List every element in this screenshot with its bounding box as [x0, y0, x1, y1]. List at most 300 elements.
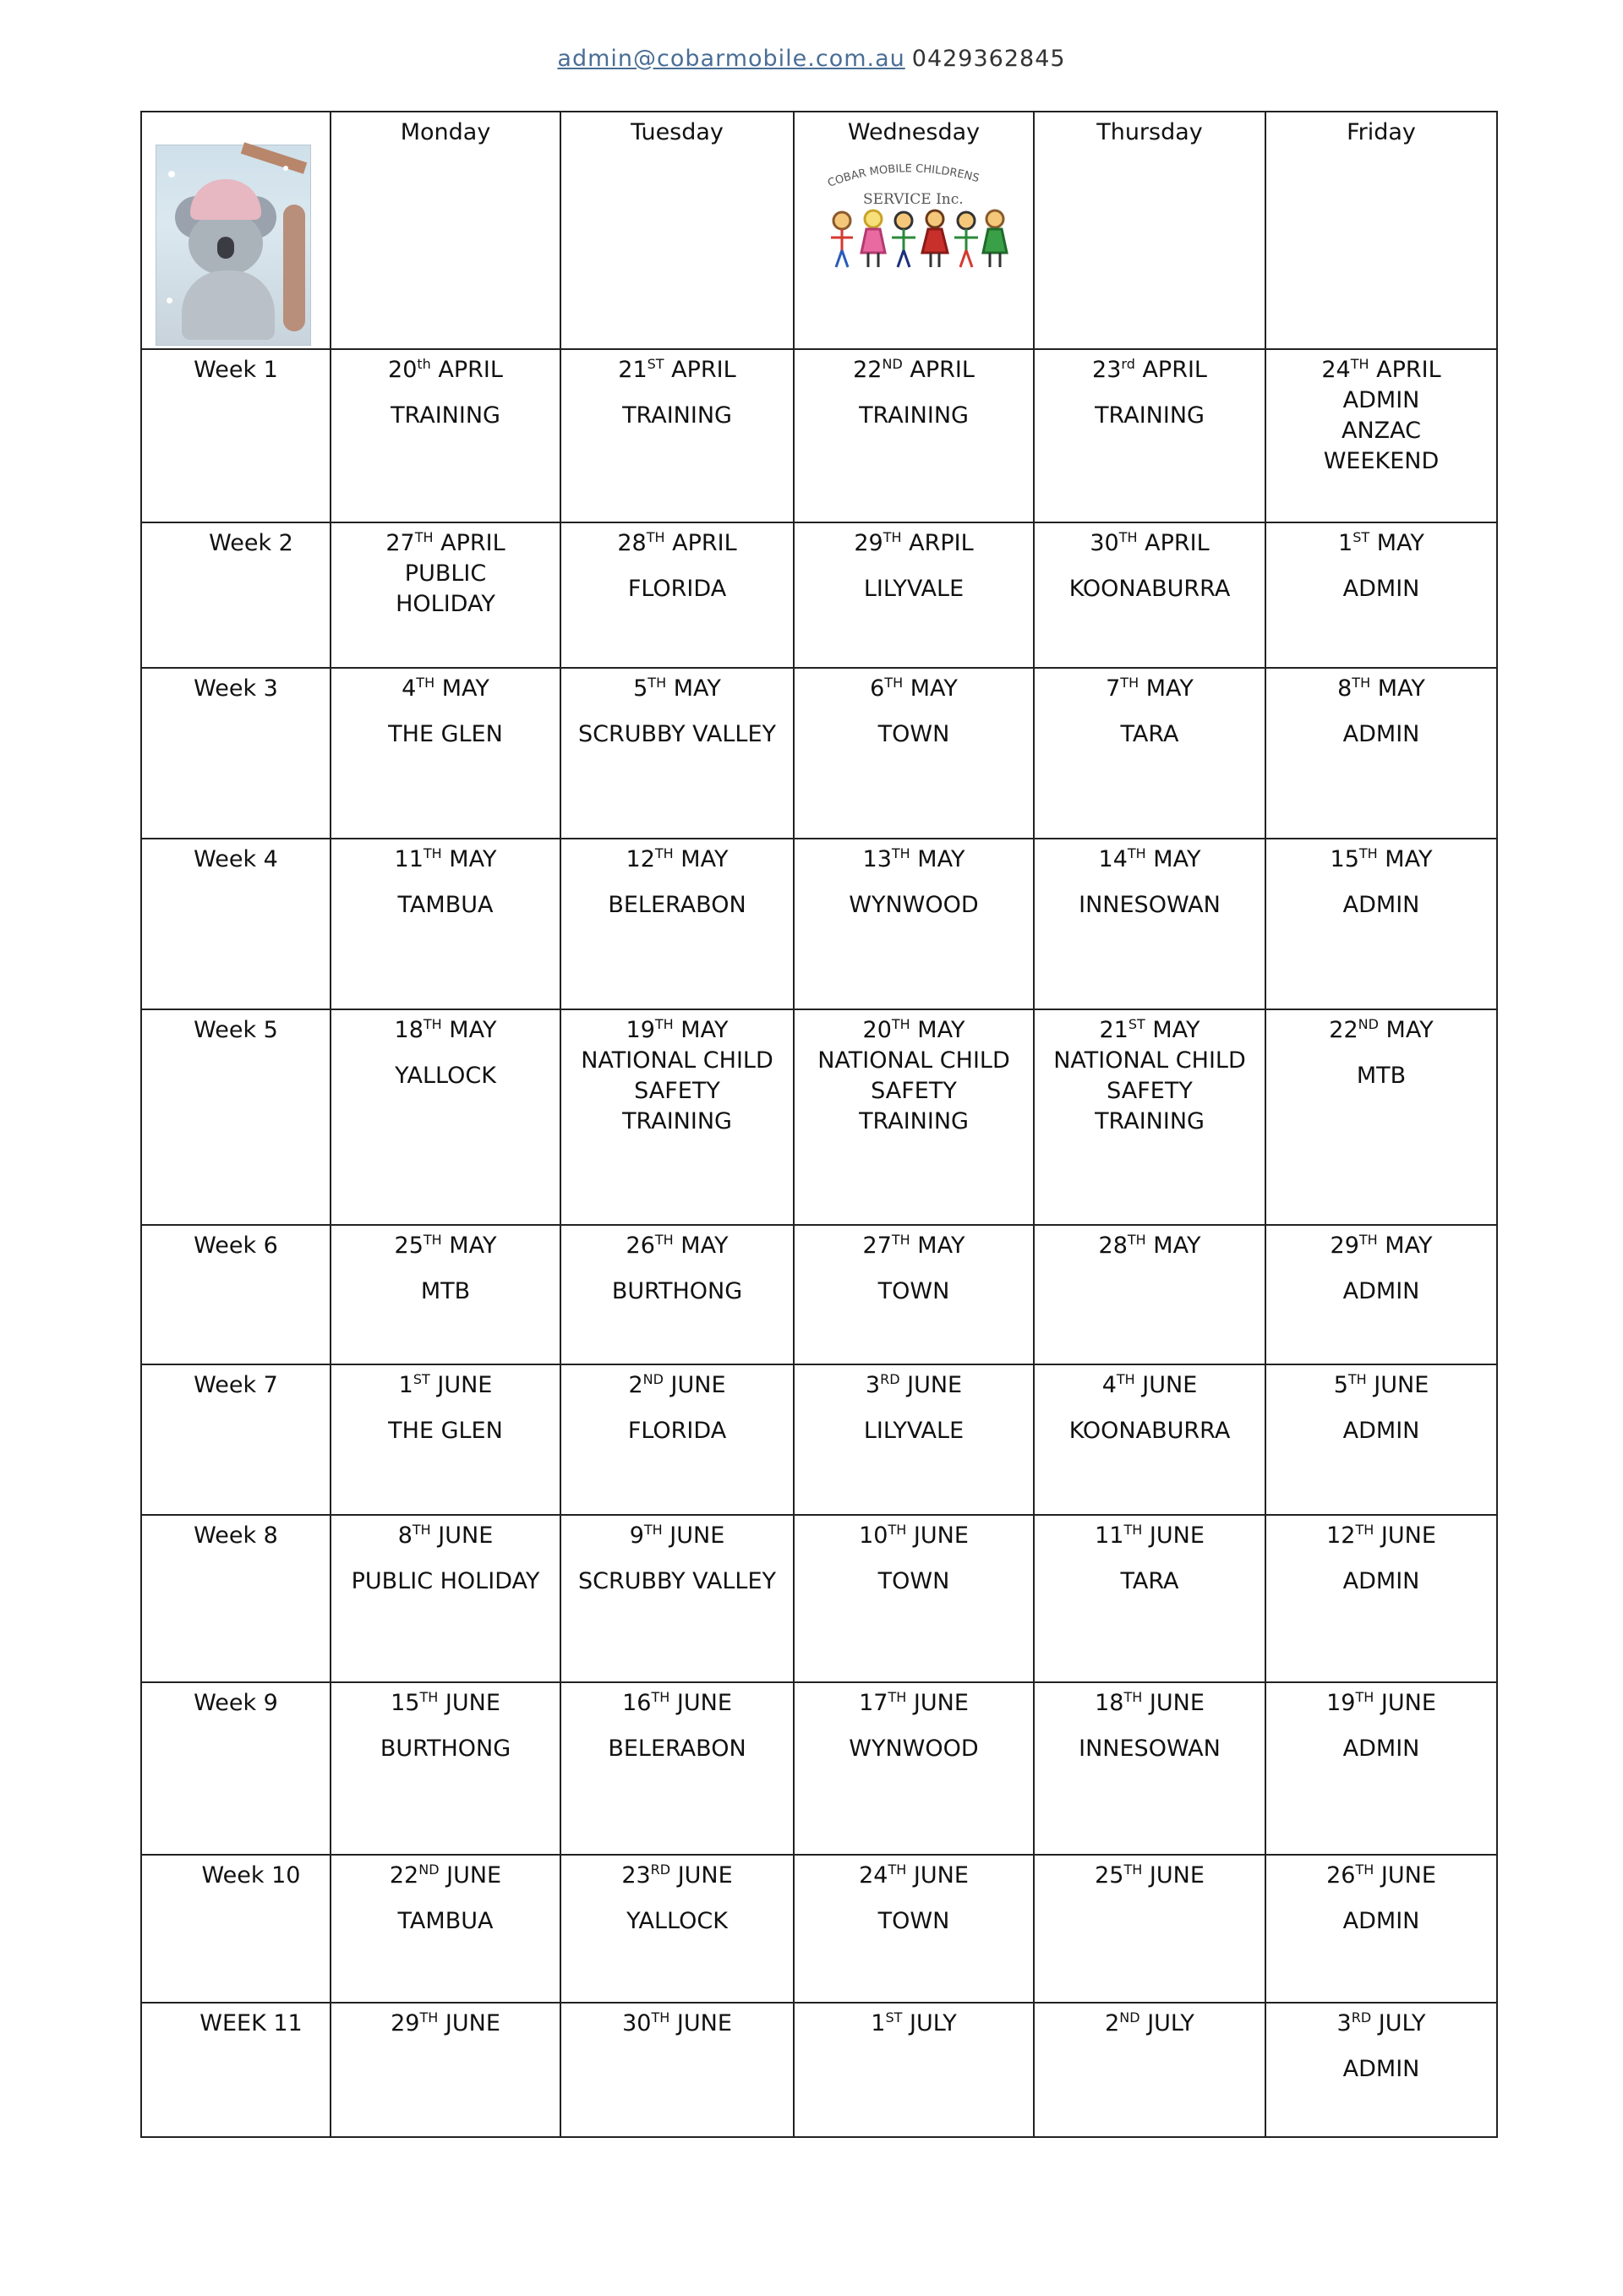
- week-row: [141, 1364, 1497, 1515]
- schedule-cell-friday: [1265, 1515, 1497, 1682]
- cell-date: [335, 2009, 556, 2039]
- date-month: MAY: [673, 675, 721, 702]
- date-number: 29: [1330, 1233, 1359, 1259]
- date-ordinal: TH: [419, 2009, 439, 2025]
- week-label: Week 1: [141, 349, 331, 522]
- cell-date: [1038, 355, 1261, 385]
- activity-text: NATIONAL CHILD: [581, 1047, 773, 1074]
- date-ordinal: TH: [423, 1232, 442, 1248]
- date-number: 20: [862, 1017, 892, 1043]
- date-month: JUNE: [1142, 1372, 1198, 1398]
- date-number: 14: [1098, 846, 1128, 872]
- date-ordinal: TH: [1355, 1522, 1374, 1538]
- schedule-cell-wednesday: [794, 1855, 1034, 2003]
- date-number: 3: [865, 1372, 881, 1398]
- activity-text: BURTHONG: [380, 1736, 511, 1762]
- date-month: JUNE: [913, 1690, 969, 1716]
- date-number: 30: [622, 2010, 652, 2036]
- date-number: 1: [398, 1372, 413, 1398]
- activity-text: WEEKEND: [1323, 448, 1440, 474]
- date-number: 30: [1090, 530, 1119, 556]
- date-month: JUNE: [437, 1372, 493, 1398]
- schedule-cell-tuesday: [560, 349, 794, 522]
- date-month: JUNE: [445, 2010, 500, 2036]
- date-number: 11: [394, 846, 424, 872]
- date-month: JUNE: [1149, 1690, 1205, 1716]
- activity-text: TRAINING: [622, 1108, 732, 1134]
- cell-date: [1270, 528, 1493, 559]
- cell-date: [1270, 2009, 1493, 2039]
- koala-illustration: [156, 145, 311, 346]
- week-label: WEEK 11: [141, 2003, 331, 2137]
- date-ordinal: TH: [423, 1016, 442, 1032]
- schedule-cell-thursday: [1034, 522, 1265, 668]
- date-month: JUNE: [1380, 1690, 1436, 1716]
- date-ordinal: ST: [1352, 529, 1370, 545]
- activity-text: MTB: [1356, 1063, 1407, 1089]
- date-month: APRIL: [910, 357, 975, 383]
- cell-date: [798, 528, 1030, 559]
- cell-date: [798, 1370, 1030, 1401]
- week-row: [141, 1225, 1497, 1364]
- week-label: Week 3: [141, 668, 331, 839]
- cell-date: [1038, 2009, 1261, 2039]
- week-row: [141, 1855, 1497, 2003]
- cell-date: [798, 2009, 1030, 2039]
- cell-date: [1270, 1521, 1493, 1551]
- schedule-cell-monday: [331, 1009, 560, 1225]
- service-logo-line1: COBAR MOBILE CHILDRENS: [826, 162, 981, 190]
- schedule-cell-wednesday: [794, 1225, 1034, 1364]
- date-ordinal: ST: [885, 2009, 903, 2025]
- date-ordinal: rd: [1121, 356, 1135, 372]
- date-ordinal: TH: [414, 529, 434, 545]
- date-ordinal: TH: [884, 675, 904, 691]
- schedule-cell-tuesday: [560, 1515, 794, 1682]
- date-month: JUNE: [1149, 1522, 1205, 1549]
- activity-text: TOWN: [877, 721, 950, 747]
- date-ordinal: ND: [1358, 1016, 1379, 1032]
- date-ordinal: ND: [642, 1371, 664, 1387]
- activity-text: LILYVALE: [863, 576, 965, 602]
- date-number: 5: [1333, 1372, 1348, 1398]
- schedule-cell-wednesday: [794, 1364, 1034, 1515]
- schedule-cell-monday: [331, 2003, 560, 2137]
- activity-text: ADMIN: [1342, 1418, 1420, 1444]
- date-month: MAY: [441, 675, 489, 702]
- schedule-cell-thursday: [1034, 1855, 1265, 2003]
- date-number: 26: [1326, 1862, 1356, 1889]
- cell-date: [565, 2009, 790, 2039]
- cell-date: [1270, 1688, 1493, 1719]
- service-logo: [812, 153, 1015, 280]
- cell-date: [335, 355, 556, 385]
- date-number: 4: [1101, 1372, 1117, 1398]
- activity-text: SAFETY: [871, 1078, 957, 1104]
- date-number: 8: [1337, 675, 1352, 702]
- date-number: 28: [617, 530, 647, 556]
- activity-text: ADMIN: [1342, 892, 1420, 918]
- activity-text: TRAINING: [1095, 402, 1205, 429]
- activity-text: WYNWOOD: [849, 1736, 979, 1762]
- date-ordinal: ND: [418, 1861, 440, 1878]
- activity-text: YALLOCK: [626, 1908, 728, 1934]
- date-number: 12: [1326, 1522, 1356, 1549]
- date-month: JUNE: [907, 1372, 963, 1398]
- activity-text: TRAINING: [1095, 1108, 1205, 1134]
- date-month: MAY: [449, 1233, 497, 1259]
- date-month: JUNE: [1380, 1862, 1436, 1889]
- date-ordinal: TH: [1123, 1522, 1143, 1538]
- activity-text: TOWN: [877, 1278, 950, 1304]
- date-ordinal: TH: [646, 529, 665, 545]
- cell-date: [798, 845, 1030, 875]
- cell-date: [335, 1688, 556, 1719]
- date-month: MAY: [1376, 530, 1424, 556]
- date-ordinal: TH: [891, 1232, 910, 1248]
- schedule-cell-thursday: [1034, 1515, 1265, 1682]
- koala-image-cell: [141, 112, 331, 349]
- activity-text: INNESOWAN: [1079, 892, 1221, 918]
- week-row: [141, 668, 1497, 839]
- date-number: 1: [871, 2010, 886, 2036]
- activity-text: BELERABON: [608, 1736, 746, 1762]
- activity-text: TARA: [1120, 721, 1179, 747]
- date-month: MAY: [1377, 675, 1425, 702]
- date-month: MAY: [449, 1017, 497, 1043]
- activity-text: ANZAC: [1341, 418, 1421, 444]
- date-number: 2: [628, 1372, 643, 1398]
- date-number: 24: [859, 1862, 888, 1889]
- date-month: MAY: [1145, 675, 1194, 702]
- cell-date: [1038, 1015, 1261, 1046]
- activity-text: HOLIDAY: [396, 591, 495, 617]
- schedule-cell-tuesday: [560, 1855, 794, 2003]
- activity-text: PUBLIC HOLIDAY: [351, 1568, 540, 1594]
- date-ordinal: TH: [1116, 1371, 1135, 1387]
- schedule-cell-monday: [331, 349, 560, 522]
- date-month: JUNE: [438, 1522, 494, 1549]
- week-label: Week 2: [141, 522, 331, 668]
- schedule-cell-wednesday: [794, 1682, 1034, 1855]
- date-number: 18: [394, 1017, 424, 1043]
- cell-date: [798, 1861, 1030, 1891]
- schedule-cell-wednesday: [794, 1009, 1034, 1225]
- schedule-cell-wednesday: [794, 1515, 1034, 1682]
- day-header-thursday: Thursday: [1034, 112, 1265, 349]
- day-header-wednesday-cell: [794, 112, 1034, 349]
- activity-text: TAMBUA: [397, 892, 494, 918]
- cell-date: [565, 1521, 790, 1551]
- date-number: 23: [1092, 357, 1122, 383]
- cell-date: [1270, 1231, 1493, 1261]
- date-number: 8: [397, 1522, 413, 1549]
- week-label: Week 9: [141, 1682, 331, 1855]
- date-number: 5: [633, 675, 648, 702]
- schedule-cell-friday: [1265, 1855, 1497, 2003]
- activity-text: TAMBUA: [397, 1908, 494, 1934]
- date-month: JUNE: [676, 1690, 732, 1716]
- schedule-cell-thursday: [1034, 1009, 1265, 1225]
- date-number: 21: [1099, 1017, 1128, 1043]
- cell-date: [565, 1688, 790, 1719]
- activity-text: LILYVALE: [863, 1418, 965, 1444]
- date-month: MAY: [910, 675, 958, 702]
- date-number: 27: [385, 530, 415, 556]
- date-ordinal: ST: [1128, 1016, 1145, 1032]
- date-number: 9: [629, 1522, 644, 1549]
- activity-text: SCRUBBY VALLEY: [577, 721, 776, 747]
- cell-date: [1038, 1688, 1261, 1719]
- week-label: Week 6: [141, 1225, 331, 1364]
- date-ordinal: TH: [412, 1522, 431, 1538]
- date-ordinal: TH: [1123, 1861, 1143, 1878]
- date-month: APRIL: [440, 530, 505, 556]
- date-ordinal: ND: [1119, 2009, 1140, 2025]
- date-ordinal: TH: [883, 529, 902, 545]
- schedule-cell-friday: [1265, 2003, 1497, 2137]
- schedule-cell-monday: [331, 1364, 560, 1515]
- cell-date: [1038, 1861, 1261, 1891]
- date-ordinal: TH: [1352, 675, 1371, 691]
- date-number: 29: [391, 2010, 420, 2036]
- date-month: JUNE: [1374, 1372, 1429, 1398]
- cell-date: [565, 845, 790, 875]
- activity-text: TOWN: [877, 1908, 950, 1934]
- activity-text: TRAINING: [391, 402, 500, 429]
- date-ordinal: TH: [1358, 1232, 1378, 1248]
- cell-date: [798, 1231, 1030, 1261]
- date-ordinal: TH: [1358, 845, 1378, 861]
- phone-number: 0429362845: [911, 46, 1066, 72]
- activity-text: TOWN: [877, 1568, 950, 1594]
- date-ordinal: ST: [413, 1371, 430, 1387]
- date-ordinal: TH: [1120, 675, 1139, 691]
- activity-text: SAFETY: [1107, 1078, 1193, 1104]
- day-header-wednesday: Wednesday: [847, 119, 981, 145]
- date-number: 24: [1321, 357, 1351, 383]
- cell-date: [798, 355, 1030, 385]
- schedule-cell-thursday: [1034, 1364, 1265, 1515]
- date-ordinal: TH: [1355, 1689, 1374, 1705]
- week-label: Week 7: [141, 1364, 331, 1515]
- date-month: JUNE: [677, 1862, 733, 1889]
- cell-date: [565, 674, 790, 704]
- date-ordinal: TH: [643, 1522, 663, 1538]
- schedule-table: [140, 111, 1498, 2138]
- date-month: APRIL: [438, 357, 503, 383]
- date-ordinal: th: [417, 356, 431, 372]
- schedule-cell-monday: [331, 668, 560, 839]
- activity-text: THE GLEN: [388, 721, 503, 747]
- activity-text: ADMIN: [1342, 1278, 1420, 1304]
- date-month: JUNE: [670, 1372, 726, 1398]
- schedule-cell-thursday: [1034, 839, 1265, 1009]
- cell-date: [335, 1231, 556, 1261]
- schedule-cell-thursday: [1034, 349, 1265, 522]
- date-number: 23: [621, 1862, 651, 1889]
- week-row: [141, 1515, 1497, 1682]
- cell-date: [1270, 1861, 1493, 1891]
- date-month: MAY: [1153, 1233, 1201, 1259]
- schedule-cell-monday: [331, 1515, 560, 1682]
- date-number: 12: [626, 846, 655, 872]
- date-month: JUNE: [1380, 1522, 1436, 1549]
- date-ordinal: TH: [423, 845, 442, 861]
- schedule-cell-wednesday: [794, 522, 1034, 668]
- cell-date: [565, 1015, 790, 1046]
- date-month: MAY: [917, 846, 965, 872]
- cell-date: [1038, 1521, 1261, 1551]
- date-ordinal: ND: [882, 356, 903, 372]
- cell-date: [1038, 528, 1261, 559]
- schedule-cell-thursday: [1034, 2003, 1265, 2137]
- activity-text: TRAINING: [622, 402, 732, 429]
- date-month: JUNE: [913, 1522, 969, 1549]
- header-row: [141, 112, 1497, 349]
- date-month: MAY: [917, 1017, 965, 1043]
- date-ordinal: RD: [650, 1861, 671, 1878]
- cell-date: [335, 845, 556, 875]
- date-ordinal: TH: [1355, 1861, 1374, 1878]
- week-label: Week 4: [141, 839, 331, 1009]
- date-ordinal: TH: [891, 845, 910, 861]
- date-number: 10: [859, 1522, 888, 1549]
- date-number: 19: [1326, 1690, 1356, 1716]
- activity-text: ADMIN: [1342, 1736, 1420, 1762]
- activity-text: NATIONAL CHILD: [1053, 1047, 1246, 1074]
- date-month: JULY: [1378, 2010, 1426, 2036]
- schedule-cell-friday: [1265, 839, 1497, 1009]
- cell-date: [565, 1231, 790, 1261]
- date-number: 27: [862, 1233, 892, 1259]
- week-label: Week 5: [141, 1009, 331, 1225]
- date-month: APRIL: [672, 530, 737, 556]
- date-number: 1: [1338, 530, 1353, 556]
- schedule-cell-tuesday: [560, 2003, 794, 2137]
- date-month: MAY: [1385, 1017, 1434, 1043]
- activity-text: ADMIN: [1342, 576, 1420, 602]
- cell-date: [798, 1521, 1030, 1551]
- schedule-cell-friday: [1265, 1364, 1497, 1515]
- activity-text: ADMIN: [1342, 1908, 1420, 1934]
- date-ordinal: TH: [1123, 1689, 1143, 1705]
- date-ordinal: TH: [648, 675, 667, 691]
- date-ordinal: TH: [891, 1016, 910, 1032]
- cell-date: [1270, 845, 1493, 875]
- date-number: 3: [1336, 2010, 1352, 2036]
- schedule-cell-monday: [331, 1682, 560, 1855]
- schedule-cell-friday: [1265, 668, 1497, 839]
- week-label: Week 10: [141, 1855, 331, 2003]
- date-month: JUNE: [913, 1862, 969, 1889]
- date-ordinal: TH: [651, 2009, 670, 2025]
- date-month: MAY: [917, 1233, 965, 1259]
- activity-text: BELERABON: [608, 892, 746, 918]
- schedule-cell-friday: [1265, 1009, 1497, 1225]
- cell-date: [335, 1370, 556, 1401]
- schedule-cell-tuesday: [560, 668, 794, 839]
- date-number: 25: [1095, 1862, 1124, 1889]
- date-number: 22: [1329, 1017, 1358, 1043]
- activity-text: SCRUBBY VALLEY: [577, 1568, 776, 1594]
- schedule-cell-monday: [331, 839, 560, 1009]
- date-number: 13: [862, 846, 892, 872]
- date-ordinal: TH: [654, 1232, 674, 1248]
- week-row: [141, 522, 1497, 668]
- date-ordinal: TH: [1118, 529, 1138, 545]
- cell-date: [798, 1688, 1030, 1719]
- cell-date: [1038, 845, 1261, 875]
- date-month: MAY: [680, 1017, 729, 1043]
- date-month: MAY: [1152, 1017, 1200, 1043]
- cell-date: [1270, 355, 1493, 385]
- date-month: JULY: [1147, 2010, 1194, 2036]
- week-row: [141, 839, 1497, 1009]
- cell-date: [335, 528, 556, 559]
- schedule-cell-monday: [331, 1855, 560, 2003]
- date-ordinal: TH: [888, 1522, 907, 1538]
- week-row: [141, 2003, 1497, 2137]
- cell-date: [565, 1861, 790, 1891]
- email-link[interactable]: admin@cobarmobile.com.au: [557, 46, 905, 72]
- date-month: MAY: [1385, 1233, 1433, 1259]
- date-ordinal: TH: [1350, 356, 1369, 372]
- schedule-cell-tuesday: [560, 1225, 794, 1364]
- date-ordinal: TH: [654, 845, 674, 861]
- date-number: 18: [1095, 1690, 1124, 1716]
- date-number: 17: [859, 1690, 888, 1716]
- cell-date: [1038, 1231, 1261, 1261]
- date-month: MAY: [680, 1233, 729, 1259]
- date-month: MAY: [1385, 846, 1433, 872]
- activity-text: TRAINING: [859, 402, 969, 429]
- schedule-cell-tuesday: [560, 1009, 794, 1225]
- date-month: JUNE: [669, 1522, 725, 1549]
- cell-date: [565, 528, 790, 559]
- date-number: 19: [626, 1017, 655, 1043]
- date-number: 15: [391, 1690, 420, 1716]
- date-ordinal: TH: [1347, 1371, 1367, 1387]
- date-number: 4: [402, 675, 417, 702]
- date-ordinal: ST: [647, 356, 664, 372]
- date-number: 16: [622, 1690, 652, 1716]
- date-ordinal: TH: [419, 1689, 439, 1705]
- date-month: MAY: [449, 846, 497, 872]
- date-ordinal: RD: [1351, 2009, 1372, 2025]
- schedule-cell-thursday: [1034, 1682, 1265, 1855]
- schedule-cell-wednesday: [794, 2003, 1034, 2137]
- date-number: 22: [389, 1862, 419, 1889]
- schedule-cell-tuesday: [560, 522, 794, 668]
- activity-text: PUBLIC: [404, 560, 487, 587]
- cell-date: [1270, 1015, 1493, 1046]
- schedule-cell-wednesday: [794, 349, 1034, 522]
- day-header-monday: Monday: [331, 112, 560, 349]
- cell-date: [565, 1370, 790, 1401]
- activity-text: TRAINING: [859, 1108, 969, 1134]
- date-month: APRIL: [1145, 530, 1210, 556]
- activity-text: YALLOCK: [395, 1063, 496, 1089]
- schedule-cell-tuesday: [560, 1682, 794, 1855]
- activity-text: ADMIN: [1342, 387, 1420, 413]
- activity-text: BURTHONG: [611, 1278, 743, 1304]
- date-month: MAY: [680, 846, 729, 872]
- date-month: APRIL: [1142, 357, 1207, 383]
- schedule-cell-friday: [1265, 522, 1497, 668]
- date-number: 26: [626, 1233, 655, 1259]
- date-month: MAY: [1153, 846, 1201, 872]
